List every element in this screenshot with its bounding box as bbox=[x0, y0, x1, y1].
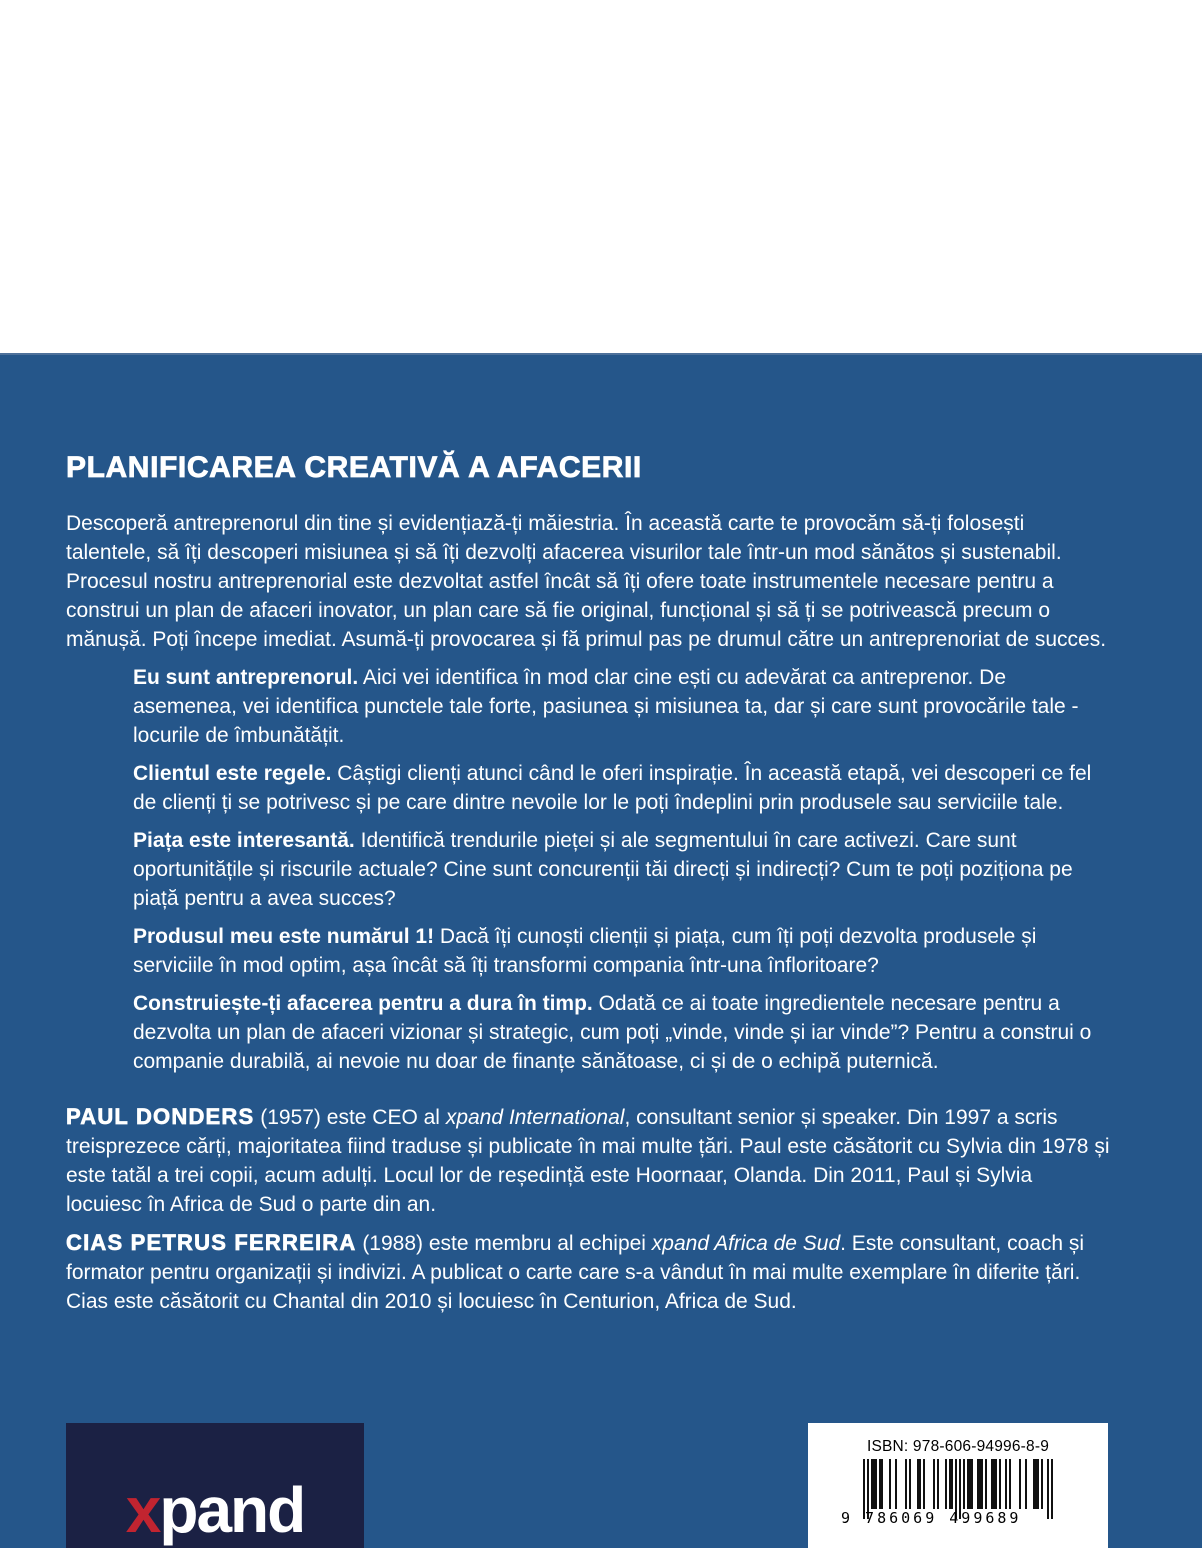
bio-text: (1957) este CEO al bbox=[254, 1106, 446, 1129]
feature-paragraph bbox=[133, 759, 1112, 817]
barcode bbox=[841, 1459, 1075, 1537]
feature-paragraph bbox=[133, 663, 1112, 750]
barcode-digits: 9 786069 499689 bbox=[841, 1509, 1022, 1527]
intro-paragraph: Descoperă antreprenorul din tine și evidențiază-ți măiestria. În această carte te provocăm să-ți folosești talentele, să îți descoperi misiunea și să îți dezvolți afacerea visurilor tale într-un mod sănătos și sustenabil. Procesul nostru antreprenorial este dezvoltat astfel încât să îți ofere toate instrumentele necesare pentru a construi un plan de afaceri inovator, un plan care să fie original, funcțional și să ți se potrivească precum o mănușă. Poți începe imediat. Asumă-ți provocarea și fă primul pas pe drumul către un antreprenoriat de succes. bbox=[66, 512, 1107, 651]
feature-text: Identifică trendurile pieței și ale segmentului în care activezi. Care sunt oportunitățile și riscurile actuale? Cine sunt concurenții tăi direcți și indirecți? Cum te poți poziționa pe piață pentru a avea succes? bbox=[133, 829, 1073, 910]
feature-text: Odată ce ai toate ingredientele necesare pentru a dezvolta un plan de afaceri vizionar și strategic, cum poți „vinde, vinde și iar vinde”? Pentru a construi o companie durabilă, ai nevoie nu doar de finanțe sănătoase, ci și de o echipă puternică. bbox=[133, 992, 1092, 1073]
feature-text: Aici vei identifica în mod clar cine ești cu adevărat ca antreprenor. De asemenea, vei identifica punctele tale forte, pasiunea și misiunea ta, dar și care sunt provocările tale - locurile de îmbunătățit. bbox=[133, 666, 1079, 747]
xpand-logo bbox=[125, 1474, 305, 1546]
book-title: PLANIFICAREA CREATIVĂ A AFACERII bbox=[66, 451, 642, 484]
bio-text: . Este consultant, coach și formator pentru organizații și indivizi. A publicat o carte care s-a vândut în mai multe exemplare în diferite țări. Cias este căsătorit cu Chantal din 2010 și locuiesc în Centurion, Africa de Sud. bbox=[66, 1232, 1085, 1313]
logo-letter-x: x bbox=[125, 1474, 160, 1546]
author-bio bbox=[66, 1102, 1112, 1219]
author-bio bbox=[66, 1228, 1112, 1316]
isbn-box bbox=[808, 1423, 1108, 1548]
cover-background bbox=[0, 353, 1202, 1548]
feature-lead: Produsul meu este numărul 1! bbox=[133, 925, 435, 948]
logo-letters-pand: pand bbox=[159, 1474, 305, 1546]
feature-lead: Eu sunt antreprenorul. bbox=[133, 666, 359, 689]
author-name: PAUL DONDERS bbox=[66, 1104, 255, 1129]
isbn-label: ISBN: 978-606-94996-8-9 bbox=[866, 1438, 1050, 1455]
feature-lead: Piața este interesantă. bbox=[133, 829, 355, 852]
feature-lead: Clientul este regele. bbox=[133, 762, 332, 785]
feature-paragraph bbox=[133, 826, 1112, 913]
feature-list bbox=[133, 663, 1112, 1076]
feature-paragraph bbox=[133, 989, 1112, 1076]
top-white-area bbox=[0, 0, 1202, 353]
brand-name-italic: xpand International bbox=[445, 1106, 625, 1129]
author-bios bbox=[66, 1102, 1112, 1316]
author-name: CIAS PETRUS FERREIRA bbox=[66, 1230, 357, 1255]
brand-name-italic: xpand Africa de Sud bbox=[651, 1232, 841, 1255]
feature-text: Câștigi clienți atunci când le oferi inspirație. În această etapă, vei descoperi ce fel de clienți ți se potrivesc și pe care dintre nevoile lor le poți îndeplini prin produsele sau serviciile tale. bbox=[133, 762, 1092, 814]
bio-text: (1988) este membru al echipei bbox=[356, 1232, 652, 1255]
cover-top-edge-line bbox=[0, 353, 1202, 355]
feature-paragraph bbox=[133, 922, 1112, 980]
cover-content bbox=[66, 450, 1112, 1325]
publisher-logo-box bbox=[66, 1423, 364, 1548]
bio-text: , consultant senior și speaker. Din 1997 a scris treisprezece cărți, majoritatea fiind traduse și publicate în mai multe țări. Paul este căsătorit cu Sylvia din 1978 și este tatăl a trei copii, acum adulți. Locul lor de reședință este Hoornaar, Olanda. Din 2011, Paul și Sylvia locuiesc în Africa de Sud o parte din an. bbox=[66, 1106, 1110, 1216]
feature-lead: Construiește-ți afacerea pentru a dura în timp. bbox=[133, 992, 593, 1015]
feature-text: Dacă îți cunoști clienții și piața, cum îți poți dezvolta produsele și serviciile în mod optim, așa încât să îți transformi compania într-una înfloritoare? bbox=[133, 925, 1037, 977]
